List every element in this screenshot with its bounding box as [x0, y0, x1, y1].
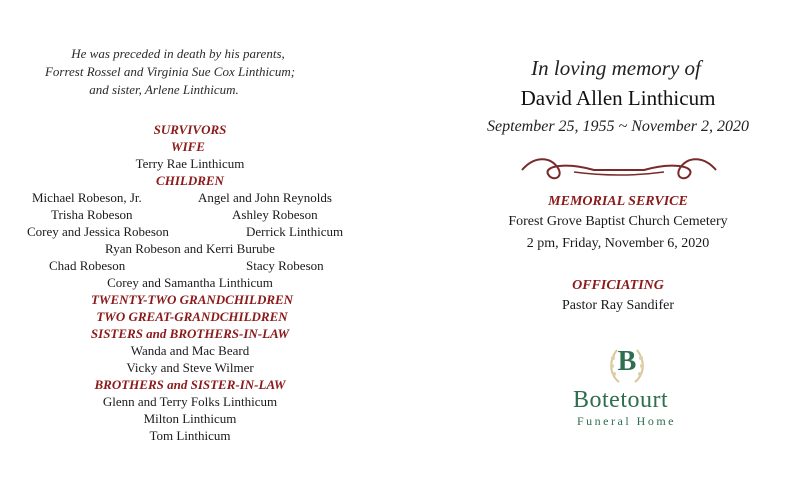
sibling-name: Tom Linthicum — [149, 428, 231, 443]
ornament-divider-icon — [514, 148, 724, 190]
intro-line-3: and sister, Arlene Linthicum. — [89, 82, 239, 97]
child-name: Michael Robeson, Jr. — [32, 190, 142, 205]
service-location: Forest Grove Baptist Church Cemetery — [508, 214, 728, 229]
child-name: Corey and Samantha Linthicum — [107, 275, 273, 290]
child-name: Ashley Robeson — [232, 207, 318, 222]
child-name: Chad Robeson — [49, 258, 126, 273]
officiating-heading: OFFICIATING — [572, 278, 664, 293]
child-name: Derrick Linthicum — [246, 224, 344, 239]
child-name: Corey and Jessica Robeson — [27, 224, 169, 239]
grandchildren-heading: TWENTY-TWO GRANDCHILDREN — [90, 292, 294, 307]
child-name: Stacy Robeson — [246, 258, 324, 273]
great-grandchildren-heading: TWO GREAT-GRANDCHILDREN — [96, 309, 288, 324]
wife-name: Terry Rae Linthicum — [135, 156, 245, 171]
wife-heading: WIFE — [171, 139, 205, 154]
service-time: 2 pm, Friday, November 6, 2020 — [526, 236, 710, 251]
child-name: Angel and John Reynolds — [198, 190, 332, 205]
funeral-home-subtitle: Funeral Home — [577, 414, 676, 428]
children-heading: CHILDREN — [156, 173, 224, 188]
brothers-heading: BROTHERS and SISTER-IN-LAW — [94, 377, 286, 392]
survivors-heading: SURVIVORS — [153, 122, 227, 137]
intro-line-1: He was preceded in death by his parents, — [71, 46, 285, 61]
sisters-heading: SISTERS and BROTHERS-IN-LAW — [90, 326, 290, 341]
in-loving-memory: In loving memory of — [531, 56, 701, 80]
life-dates: September 25, 1955 ~ November 2, 2020 — [487, 118, 749, 135]
officiant-name: Pastor Ray Sandifer — [562, 298, 674, 313]
child-name: Ryan Robeson and Kerri Burube — [105, 241, 275, 256]
memorial-service-heading: MEMORIAL SERVICE — [548, 194, 688, 209]
sibling-name: Milton Linthicum — [143, 411, 237, 426]
deceased-name: David Allen Linthicum — [520, 86, 716, 110]
sibling-name: Wanda and Mac Beard — [130, 343, 250, 358]
funeral-home-name: Botetourt — [573, 387, 669, 413]
sibling-name: Vicky and Steve Wilmer — [126, 360, 254, 375]
logo-monogram: B — [617, 346, 637, 377]
funeral-home-logo — [607, 344, 647, 388]
sibling-name: Glenn and Terry Folks Linthicum — [102, 394, 278, 409]
child-name: Trisha Robeson — [51, 207, 133, 222]
intro-line-2: Forrest Rossel and Virginia Sue Cox Linthicum; — [44, 64, 296, 79]
